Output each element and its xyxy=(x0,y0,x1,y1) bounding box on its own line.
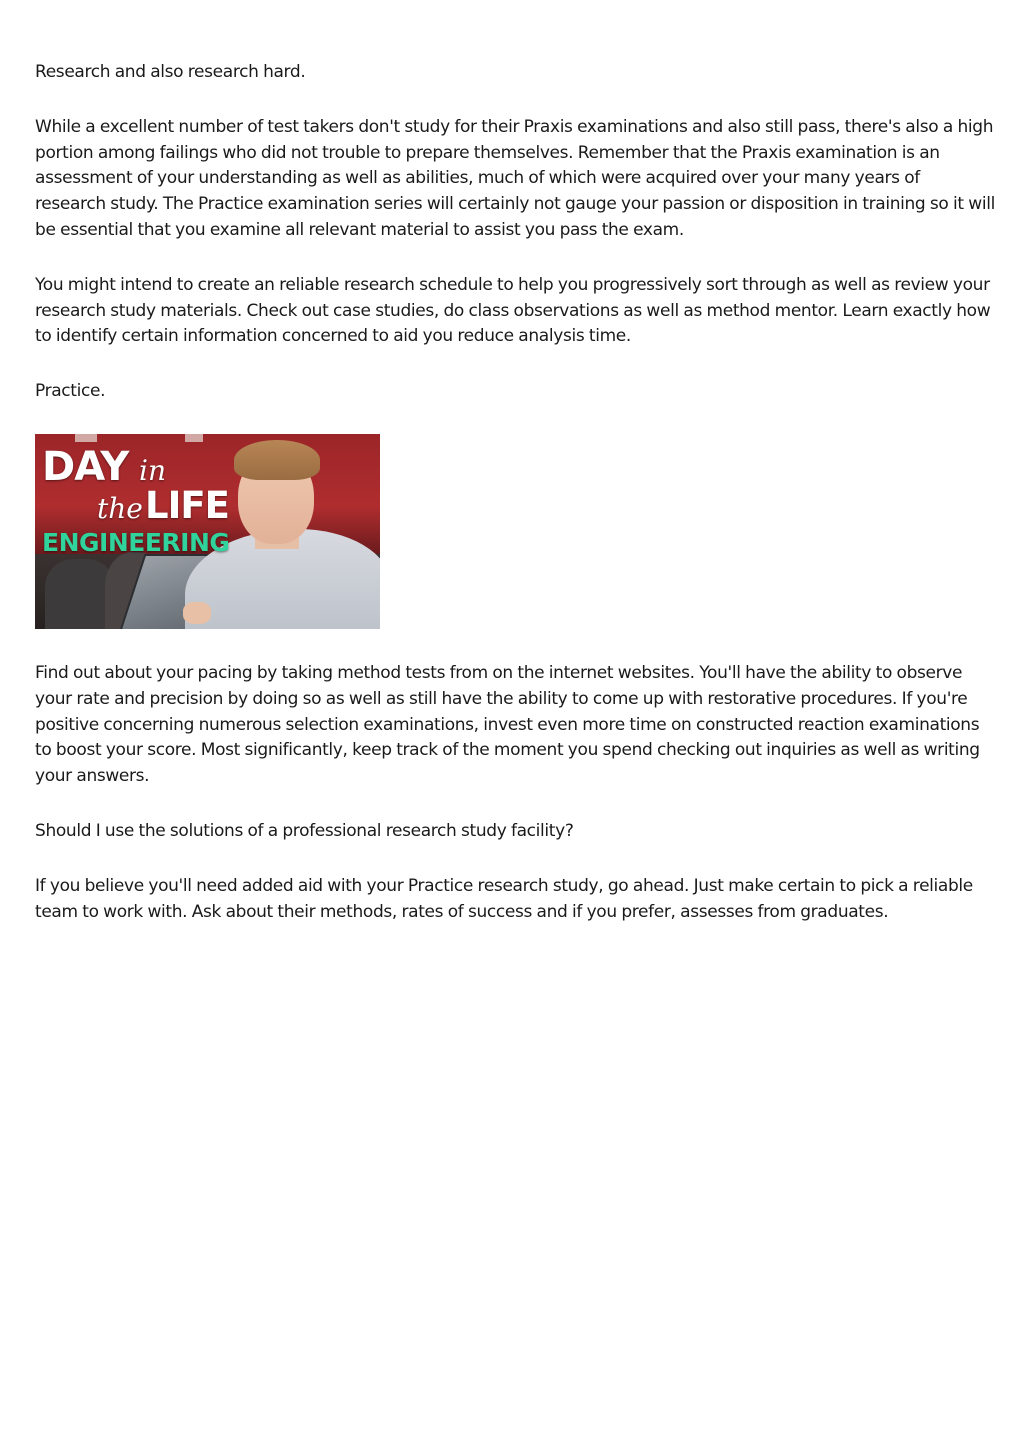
image-title-life: LIFE xyxy=(145,483,229,527)
image-title-day: DAY xyxy=(42,443,129,490)
image-ceiling-light xyxy=(75,434,97,442)
image-student-hand xyxy=(183,602,211,624)
paragraph-pacing: Find out about your pacing by taking method tests from on the internet websites. You'll have the ability to observe your rate and precision by doing so as well as still have the ability to come up with restorative procedures. If you're positive concerning numerous selection examinations, invest even more time on constructed reaction examinations to boost your score. Most significantly, keep track of the moment you spend checking out inquiries as well as writing your answers. xyxy=(35,662,980,787)
image-student-hair xyxy=(234,440,320,480)
day-in-the-life-engineering-image xyxy=(35,434,380,629)
paragraph-praxis-study: While a excellent number of test takers don't study for their Praxis examinations and also still pass, there's also a high portion among failings who did not trouble to prepare themselves. Remember that the Praxis examination is an assessment of your understanding as well as abilities, much of which were acquired over your many years of research study. The Practice examination series will certainly not gauge your passion or disposition in training so it will be essential that you examine all relevant material to assist you pass the exam. xyxy=(35,116,995,240)
paragraph-study-schedule: You might intend to create an reliable research schedule to help you progressively sort through as well as review your research study materials. Check out case studies, do class observations as well as method mentor. Learn exactly how to identify certain information concerned to aid you reduce analysis time. xyxy=(35,274,991,347)
image-title-in: in xyxy=(139,453,166,487)
paragraph-professional-facility-question: Should I use the solutions of a professional research study facility? xyxy=(35,820,574,841)
image-title-the: the xyxy=(97,491,143,525)
paragraph-added-aid: If you believe you'll need added aid with your Practice research study, go ahead. Just make certain to pick a reliable team to work with. Ask about their methods, rates of success and if you prefer, assesses from graduates. xyxy=(35,875,973,922)
image-title-engineering: ENGINEERING xyxy=(42,527,230,557)
document-page xyxy=(35,60,995,954)
paragraph-research-hard: Research and also research hard. xyxy=(35,62,306,82)
paragraph-practice: Practice. xyxy=(35,381,106,402)
image-ceiling-light xyxy=(185,434,203,442)
